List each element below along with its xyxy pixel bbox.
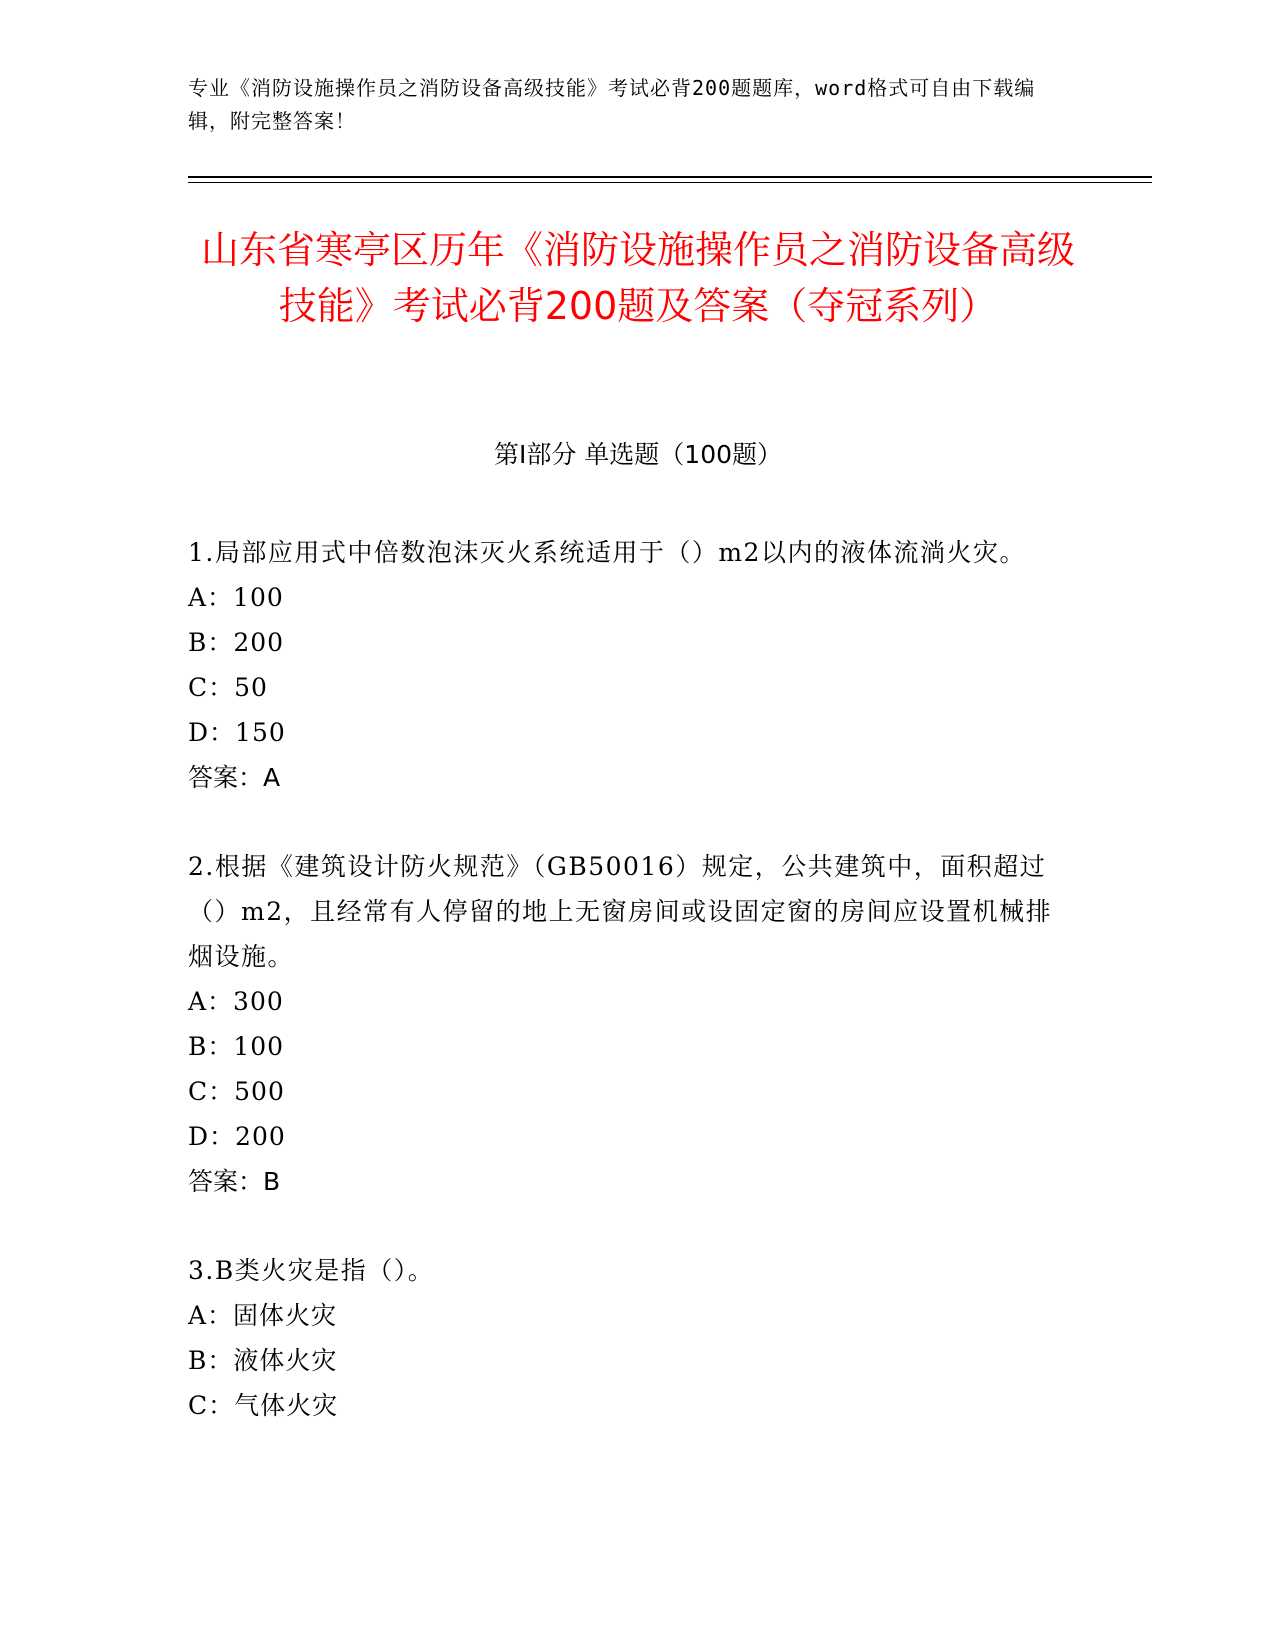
- option-c: C：50: [188, 673, 268, 702]
- question-stem: 2.根据《建筑设计防火规范》（GB50016）规定，公共建筑中，面积超过（）m2，且经常有人停留的地上无窗房间或设固定窗的房间应设置机械排烟设施。: [188, 852, 1053, 971]
- option-b: B：液体火灾: [188, 1346, 338, 1375]
- question-3: [188, 1248, 1078, 1428]
- answer: 答案：B: [188, 1167, 281, 1196]
- option-d: D：150: [188, 718, 286, 747]
- header-rule-thin: [188, 182, 1152, 183]
- question-stem: 1.局部应用式中倍数泡沫灭火系统适用于（）m2以内的液体流淌火灾。: [188, 538, 1026, 567]
- document-title: 山东省寒亭区历年《消防设施操作员之消防设备高级技能》考试必背200题及答案（夺冠系列）: [200, 228, 1075, 328]
- option-c: C：500: [188, 1077, 285, 1106]
- option-a: A：300: [188, 987, 284, 1016]
- section-title: 第I部分 单选题（100题）: [493, 440, 783, 469]
- question-list: [188, 530, 1078, 1472]
- option-b: B：200: [188, 628, 285, 657]
- question-2: [188, 844, 1078, 1204]
- question-1: [188, 530, 1078, 800]
- answer: 答案：A: [188, 763, 281, 792]
- option-c: C：气体火灾: [188, 1391, 339, 1420]
- option-a: A：100: [188, 583, 284, 612]
- header-note: 专业《消防设施操作员之消防设备高级技能》考试必背200题题库，word格式可自由下载编辑，附完整答案！: [188, 76, 1036, 133]
- option-b: B：100: [188, 1032, 285, 1061]
- header-rule-thick: [188, 176, 1152, 178]
- option-d: D：200: [188, 1122, 286, 1151]
- question-stem: 3.B类火灾是指（）。: [188, 1256, 435, 1285]
- option-a: A：固体火灾: [188, 1301, 338, 1330]
